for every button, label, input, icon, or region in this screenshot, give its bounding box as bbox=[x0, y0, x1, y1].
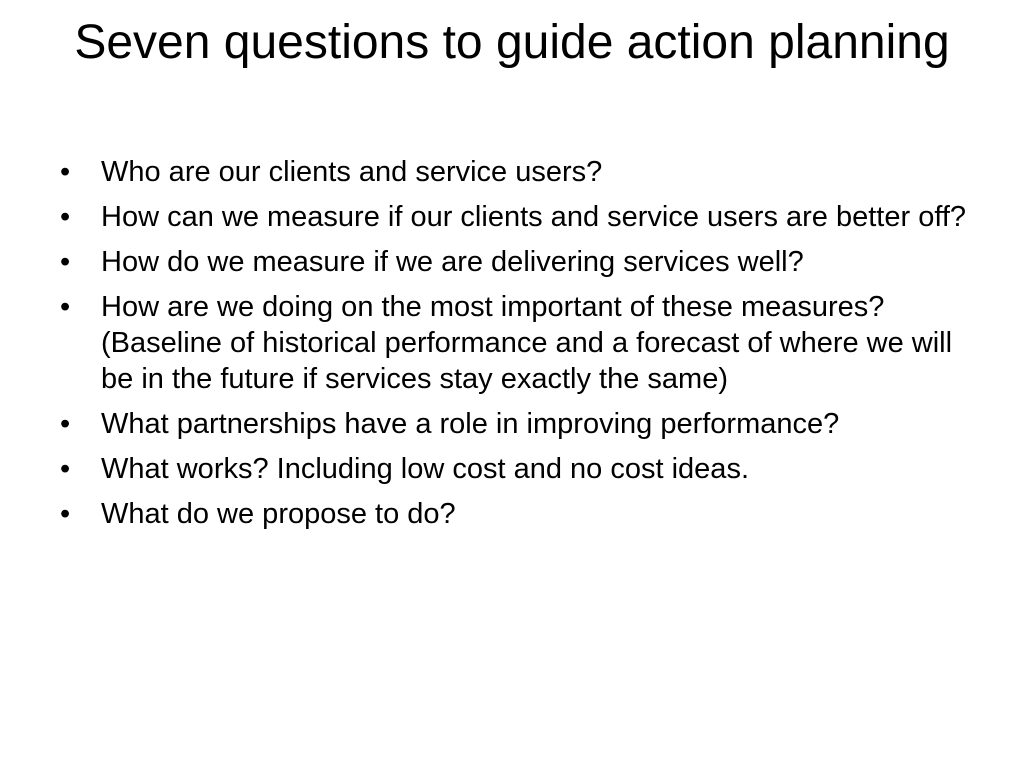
bullet-icon: • bbox=[60, 201, 71, 233]
bullet-icon: • bbox=[60, 498, 71, 530]
bullet-text: How are we doing on the most important of these measures? (Baseline of historical performance and a forecast of where we will be in the future if services stay exactly the same) bbox=[101, 291, 953, 395]
bullet-list bbox=[60, 154, 975, 541]
bullet-text: What do we propose to do? bbox=[101, 498, 456, 530]
bullet-text: How can we measure if our clients and service users are better off? bbox=[101, 201, 967, 233]
bullet-icon: • bbox=[60, 408, 71, 440]
list-item bbox=[60, 154, 975, 190]
list-item bbox=[60, 496, 975, 532]
list-item bbox=[60, 406, 975, 442]
bullet-text: How do we measure if we are delivering services well? bbox=[101, 246, 804, 278]
list-item bbox=[60, 289, 975, 397]
list-item bbox=[60, 244, 975, 280]
bullet-text: What works? Including low cost and no cost ideas. bbox=[101, 453, 749, 485]
list-item bbox=[60, 451, 975, 487]
bullet-text: Who are our clients and service users? bbox=[101, 156, 603, 188]
slide-title: Seven questions to guide action planning bbox=[74, 16, 950, 69]
bullet-icon: • bbox=[60, 246, 71, 278]
bullet-icon: • bbox=[60, 156, 71, 188]
bullet-icon: • bbox=[60, 453, 71, 485]
list-item bbox=[60, 199, 975, 235]
bullet-text: What partnerships have a role in improving performance? bbox=[101, 408, 840, 440]
bullet-icon: • bbox=[60, 291, 71, 323]
